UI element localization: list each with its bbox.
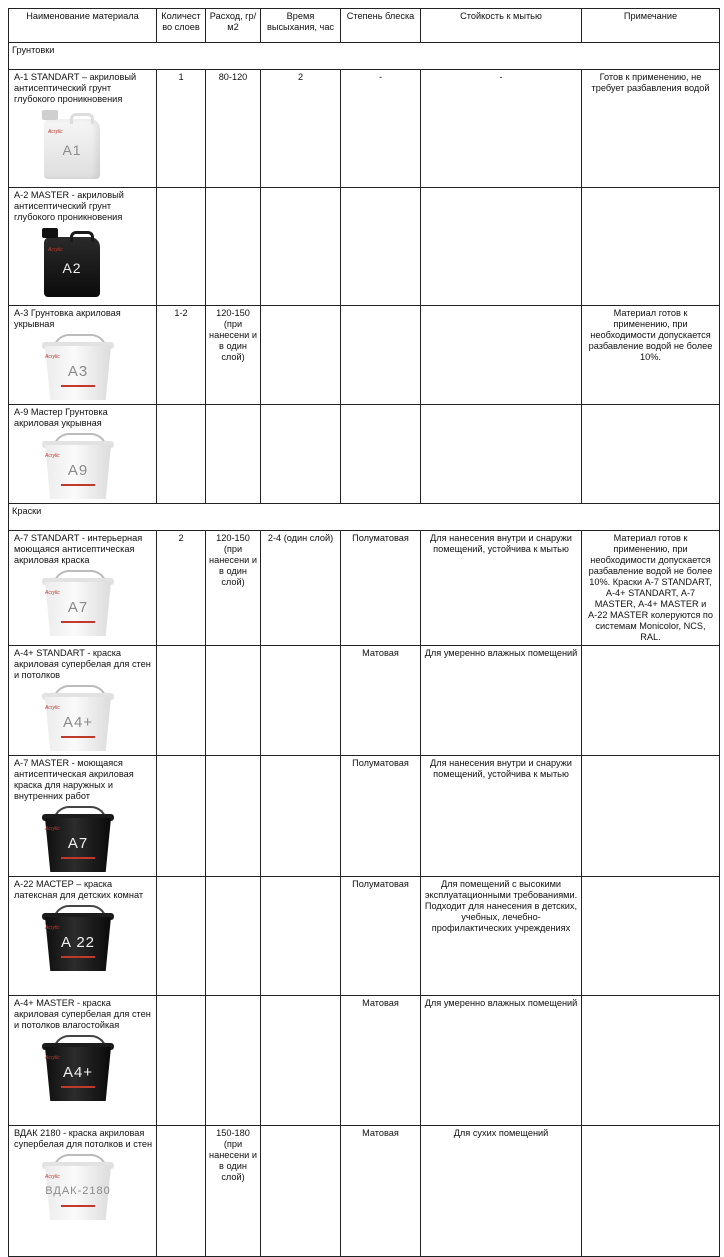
canister-image	[38, 227, 116, 303]
header-layers: Количест во слоев	[157, 9, 206, 43]
material-cell	[9, 877, 157, 996]
material-name: А-1 STANDART – акриловый антисептический грунт глубокого проникновения	[14, 72, 137, 104]
wash-cell: Для умеренно влажных помещений	[421, 996, 582, 1126]
bucket-image	[39, 433, 117, 501]
note-cell	[582, 996, 720, 1126]
table-row	[9, 188, 720, 306]
rate-cell	[206, 756, 261, 877]
layers-cell	[157, 1126, 206, 1257]
dry-time-cell	[261, 1126, 341, 1257]
brand-logo: Acrylic	[45, 925, 60, 931]
product-code: A7	[67, 599, 89, 616]
brand-logo: Acrylic	[45, 1055, 60, 1061]
wash-cell: Для помещений с высокими эксплуатационными требованиями. Подходит для нанесения в детских, учебных, лечебно-профилактических учреждениях	[421, 877, 582, 996]
material-name: А-3 Грунтовка акриловая укрывная	[14, 308, 121, 329]
rate-cell	[206, 188, 261, 306]
table-body	[9, 43, 720, 1257]
bucket-image	[39, 1035, 117, 1103]
gloss-cell: Полуматовая	[341, 877, 421, 996]
rate-cell: 120-150 (при нанесени и в один слой)	[206, 531, 261, 646]
rate-cell: 150-180 (при нанесени и в один слой)	[206, 1126, 261, 1257]
product-code: A3	[67, 363, 89, 380]
material-cell	[9, 70, 157, 188]
section-row	[9, 504, 720, 531]
material-name: А-4+ MASTER - краска акриловая супербелая для стен и потолков влагостойкая	[14, 998, 151, 1030]
table-row	[9, 877, 720, 996]
header-rate: Расход, гр/м2	[206, 9, 261, 43]
note-cell: Материал готов к применению, при необходимости допускается разбавление водой не более 10%.	[582, 306, 720, 405]
layers-cell	[157, 405, 206, 504]
note-cell: Готов к применению, не требует разбавления водой	[582, 70, 720, 188]
rate-cell	[206, 877, 261, 996]
material-name: А-9 Мастер Грунтовка акриловая укрывная	[14, 407, 108, 428]
rate-cell	[206, 996, 261, 1126]
dry-time-cell	[261, 306, 341, 405]
rate-cell: 120-150 (при нанесени и в один слой)	[206, 306, 261, 405]
layers-cell	[157, 646, 206, 756]
material-cell	[9, 405, 157, 504]
material-name: А-22 МАСТЕР – краска латексная для детских комнат	[14, 879, 144, 900]
bucket-image	[39, 334, 117, 402]
dry-time-cell	[261, 756, 341, 877]
dry-time-cell	[261, 188, 341, 306]
material-name: А-2 MASTER - акриловый антисептический грунт глубокого проникновения	[14, 190, 124, 222]
layers-cell	[157, 996, 206, 1126]
wash-cell: -	[421, 70, 582, 188]
header-dry-time: Время высыхания, час	[261, 9, 341, 43]
bucket-image	[39, 905, 117, 973]
dry-time-cell	[261, 996, 341, 1126]
product-code: A2	[62, 260, 82, 276]
material-name: А-7 STANDART - интерьерная моющаяся антисептическая акриловая краска	[14, 533, 143, 565]
table-row	[9, 531, 720, 646]
product-code: A9	[67, 462, 89, 479]
bucket-image	[39, 685, 117, 753]
wash-cell: Для нанесения внутри и снаружи помещений, устойчива к мытью	[421, 756, 582, 877]
bucket-image	[39, 806, 117, 874]
wash-cell: Для умеренно влажных помещений	[421, 646, 582, 756]
wash-cell	[421, 405, 582, 504]
product-code: A1	[62, 142, 82, 158]
brand-logo: Acrylic	[45, 354, 60, 360]
layers-cell	[157, 877, 206, 996]
wash-cell	[421, 306, 582, 405]
dry-time-cell: 2-4 (один слой)	[261, 531, 341, 646]
wash-cell: Для нанесения внутри и снаружи помещений, устойчива к мытью	[421, 531, 582, 646]
material-cell	[9, 996, 157, 1126]
material-cell	[9, 306, 157, 405]
header-name: Наименование материала	[9, 9, 157, 43]
product-code: A4+	[62, 1064, 94, 1081]
note-cell	[582, 1126, 720, 1257]
material-cell	[9, 531, 157, 646]
layers-cell	[157, 756, 206, 877]
material-name: А-7 MASTER - моющаяся антисептическая акриловая краска для наружных и внутренних работ	[14, 758, 134, 801]
section-title: Краски	[9, 504, 720, 531]
material-name: ВДАК 2180 - краска акриловая супербелая для потолков и стен	[14, 1128, 153, 1149]
gloss-cell: -	[341, 70, 421, 188]
brand-logo: Acrylic	[48, 247, 63, 253]
wash-cell: Для сухих помещений	[421, 1126, 582, 1257]
layers-cell: 1	[157, 70, 206, 188]
note-cell	[582, 188, 720, 306]
rate-cell: 80-120	[206, 70, 261, 188]
table-row	[9, 1126, 720, 1257]
material-cell	[9, 756, 157, 877]
header-row	[9, 9, 720, 43]
gloss-cell: Полуматовая	[341, 756, 421, 877]
brand-logo: Acrylic	[45, 826, 60, 832]
rate-cell	[206, 646, 261, 756]
material-cell	[9, 646, 157, 756]
product-code: ВДАК-2180	[45, 1185, 111, 1197]
product-code: A4+	[62, 714, 94, 731]
gloss-cell: Полуматовая	[341, 531, 421, 646]
table-row	[9, 646, 720, 756]
section-row	[9, 43, 720, 70]
material-cell	[9, 1126, 157, 1257]
layers-cell: 1-2	[157, 306, 206, 405]
material-cell	[9, 188, 157, 306]
layers-cell: 2	[157, 531, 206, 646]
table-row	[9, 70, 720, 188]
gloss-cell	[341, 405, 421, 504]
material-name: А-4+ STANDART - краска акриловая супербелая для стен и потолков	[14, 648, 151, 680]
bucket-image	[39, 1154, 117, 1222]
gloss-cell: Матовая	[341, 646, 421, 756]
table-row	[9, 405, 720, 504]
dry-time-cell	[261, 877, 341, 996]
note-cell	[582, 646, 720, 756]
bucket-image	[39, 570, 117, 638]
dry-time-cell	[261, 405, 341, 504]
brand-logo: Acrylic	[45, 1174, 60, 1180]
note-cell	[582, 756, 720, 877]
materials-table	[8, 8, 720, 1257]
note-cell	[582, 405, 720, 504]
layers-cell	[157, 188, 206, 306]
gloss-cell: Матовая	[341, 996, 421, 1126]
gloss-cell	[341, 188, 421, 306]
table-row	[9, 756, 720, 877]
brand-logo: Acrylic	[48, 129, 63, 135]
table-row	[9, 996, 720, 1126]
brand-logo: Acrylic	[45, 705, 60, 711]
product-code: A 22	[60, 934, 96, 951]
table-row	[9, 306, 720, 405]
canister-image	[38, 109, 116, 185]
gloss-cell	[341, 306, 421, 405]
wash-cell	[421, 188, 582, 306]
gloss-cell: Матовая	[341, 1126, 421, 1257]
section-title: Грунтовки	[9, 43, 720, 70]
header-note: Примечание	[582, 9, 720, 43]
dry-time-cell: 2	[261, 70, 341, 188]
rate-cell	[206, 405, 261, 504]
note-cell: Материал готов к применению, при необходимости допускается разбавление водой не более 10%. Краски А-7 STANDART, А-4+ STANDART, А-7 MASTER, А-4+ MASTER и А-22 MASTER колеруются по системам Monicolor, NCS, RAL.	[582, 531, 720, 646]
header-gloss: Степень блеска	[341, 9, 421, 43]
product-code: A7	[67, 835, 89, 852]
brand-logo: Acrylic	[45, 590, 60, 596]
dry-time-cell	[261, 646, 341, 756]
note-cell	[582, 877, 720, 996]
brand-logo: Acrylic	[45, 453, 60, 459]
header-wash: Стойкость к мытью	[421, 9, 582, 43]
